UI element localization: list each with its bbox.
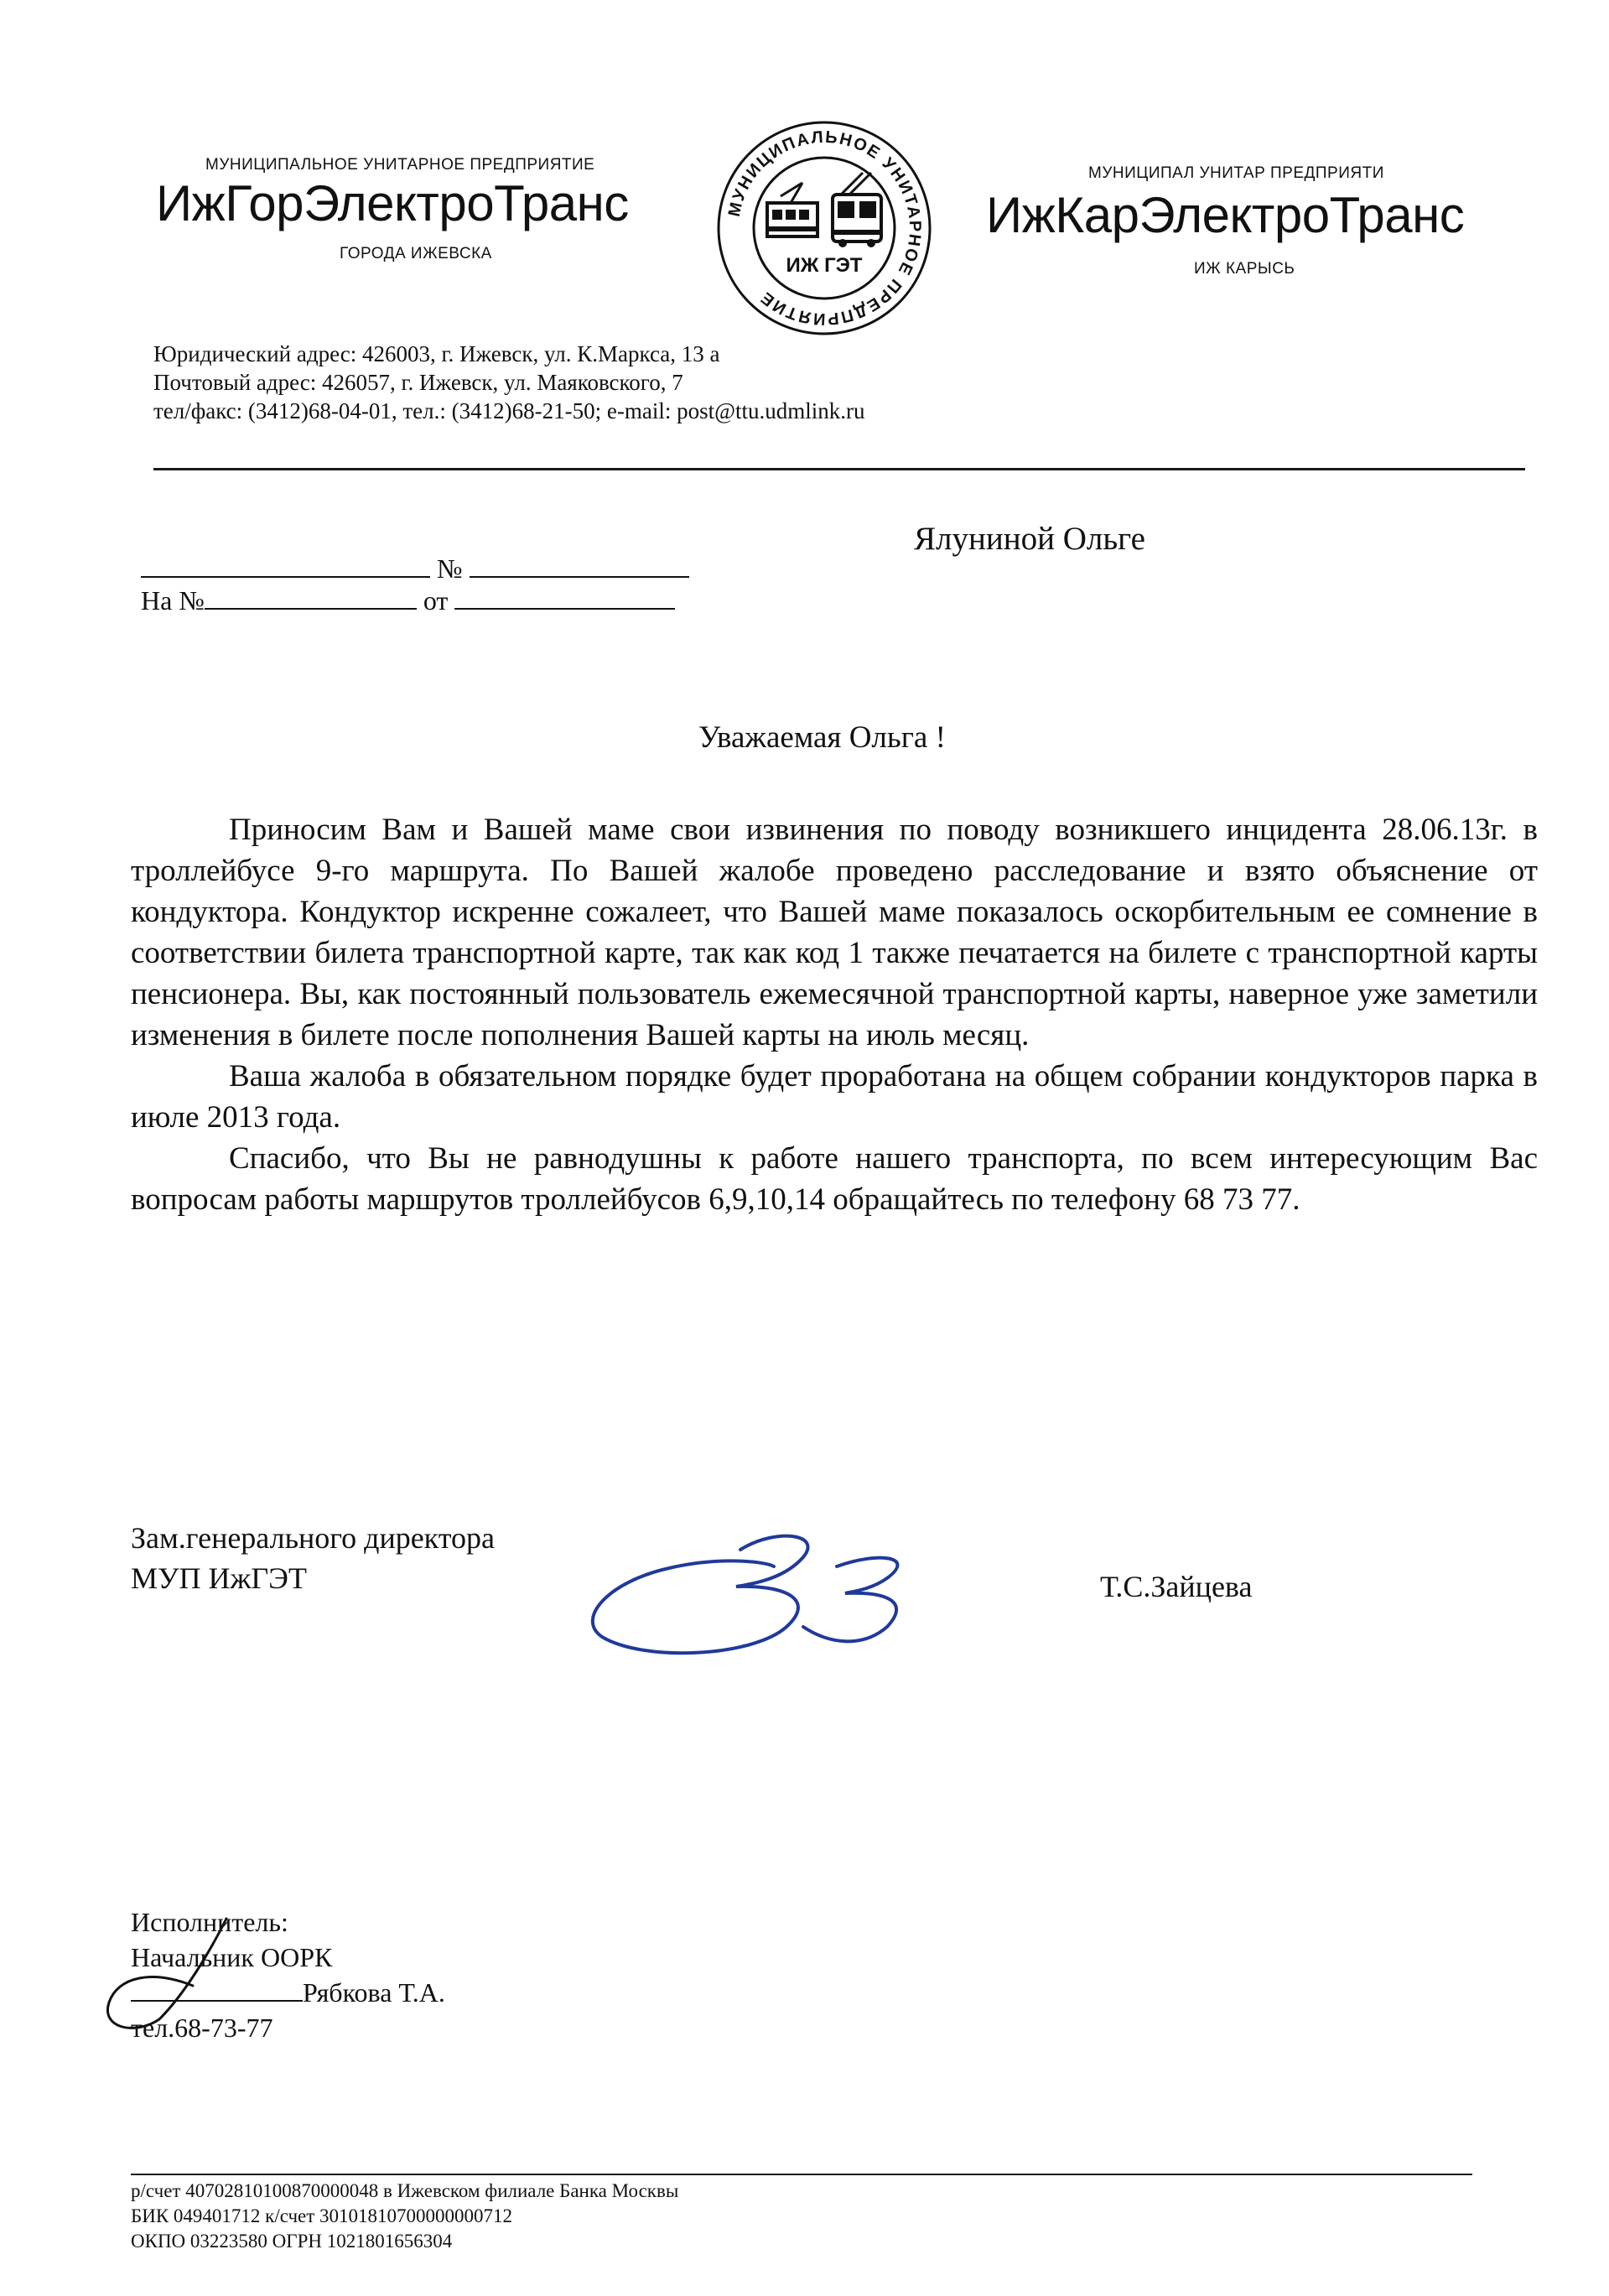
trolleybus-icon (833, 173, 881, 247)
paragraph-complaint: Ваша жалоба в обязательном порядке будет проработана на общем собрании кондукторов парка в июле 2013 года. (131, 1059, 1538, 1135)
bank-bik: БИК 049401712 к/счет 30101810700000000712 (131, 2205, 513, 2226)
right-org-type: МУНИЦИПАЛ УНИТАР ПРЕДПРИЯТИ (1088, 164, 1384, 182)
bank-details (131, 2179, 678, 2254)
address-block (153, 340, 864, 425)
executor-initials (84, 1902, 302, 2036)
number-label: № (437, 553, 463, 584)
left-org-name: ИжГорЭлектроТранс (156, 175, 629, 231)
recipient: Ялуниной Ольге (914, 521, 1145, 557)
from-label: от (423, 585, 449, 616)
footer-divider (131, 2174, 1472, 2175)
on-label: На (141, 585, 173, 616)
handwritten-signature (585, 1501, 1004, 1669)
legal-address: Юридический адрес: 426003, г. Ижевск, ул. К.Маркса, 13 а (153, 341, 720, 366)
left-org-type: МУНИЦИПАЛЬНОЕ УНИТАРНОЕ ПРЕДПРИЯТИЕ (205, 156, 595, 174)
tram-icon (767, 183, 817, 236)
paragraph-apology: Приносим Вам и Вашей маме свои извинения по поводу возникшего инцидента 28.06.13г. в троллейбусе 9-го маршрута. По Вашей жалобе проведено расследование и взято объяснение от кондуктора. Кондуктор искренне сожалеет, что Вашей маме показалось оскорбительным ее сомнение в соответствии билета транспортной карте, так как код 1 также печатается на билете с транспортной карты пенсионера. Вы, как постоянный пользователь ежемесячной транспортной карты, наверное уже заметили изменения в билете после пополнения Вашей карты на июль месяц. (131, 813, 1538, 1052)
right-org-city: ИЖ КАРЫСЬ (1194, 260, 1295, 278)
on-number-label: № (179, 585, 205, 616)
paragraph-thanks: Спасибо, что Вы не равнодушны к работе нашего транспорта, по всем интересующим Вас вопросам работы маршрутов троллейбусов 6,9,10,14 обращайтесь по телефону 68 73 77. (131, 1141, 1538, 1217)
left-org-city: ГОРОДА ИЖЕВСКА (340, 245, 492, 262)
contacts-line: тел/факс: (3412)68-04-01, тел.: (3412)68-21-50; e-mail: post@ttu.udmlink.ru (153, 398, 865, 423)
signatory-position: Зам.генерального директора (131, 1521, 495, 1555)
salutation: Уважаемая Ольга ! (698, 720, 946, 755)
bank-okpo: ОКПО 03223580 ОГРН 1021801656304 (131, 2231, 453, 2252)
emblem-ring-text: МУНИЦИПАЛЬНОЕ УНИТАРНОЕ ПРЕДПРИЯТИЕ (724, 127, 925, 329)
bank-account: р/счет 40702810100870000048 в Ижевском филиале Банка Москвы (131, 2180, 679, 2201)
executor-label: Исполнитель: (131, 1907, 288, 1937)
emblem-center-text: ИЖ ГЭТ (786, 254, 863, 277)
company-emblem (715, 119, 933, 337)
postal-address: Почтовый адрес: 426057, г. Ижевск, ул. Маяковского, 7 (153, 370, 683, 395)
signatory-company: МУП ИжГЭТ (131, 1561, 307, 1595)
right-org-name: ИжКарЭлектроТранс (986, 187, 1465, 243)
incoming-ref-line (141, 585, 675, 616)
signatory-name: Т.С.Зайцева (1100, 1570, 1253, 1603)
executor-phone: тел.68-73-77 (131, 2013, 273, 2043)
signatory-title (131, 1518, 495, 1598)
header-divider (153, 468, 1525, 470)
letter-body (131, 809, 1538, 1220)
executor-name: Рябкова Т.А. (303, 1977, 445, 2008)
outgoing-number-line (141, 553, 689, 584)
executor-position: Начальник ООРК (131, 1942, 333, 1972)
